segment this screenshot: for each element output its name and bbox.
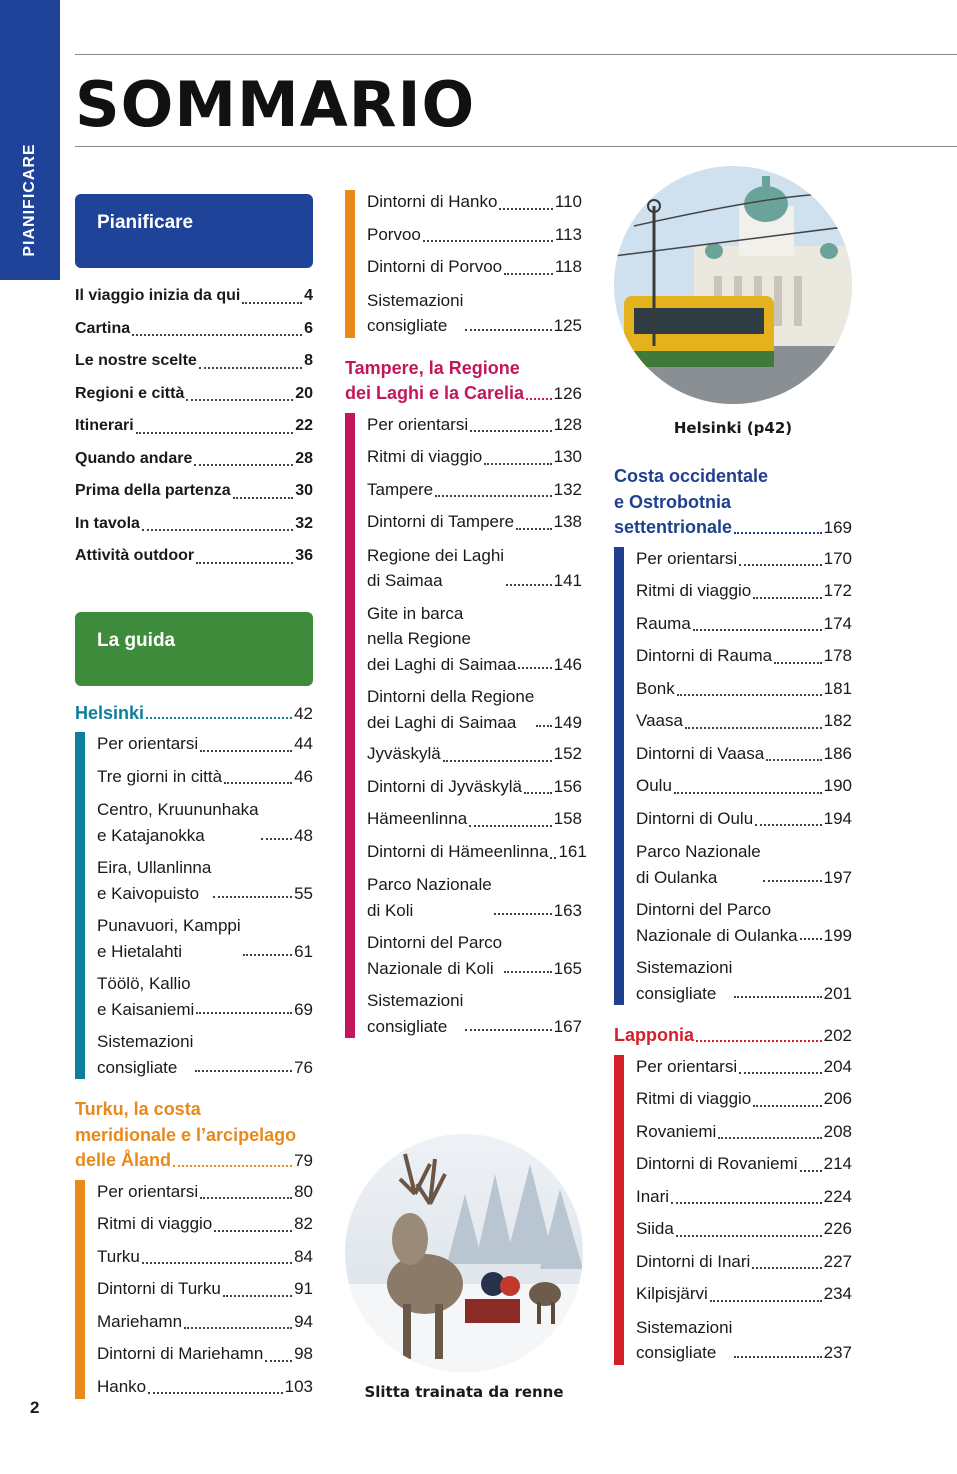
toc-entry[interactable]: Tre giorni in città 46: [97, 766, 313, 786]
toc-entry[interactable]: Jyväskylä 152: [367, 744, 582, 763]
lapponia-group: [614, 1051, 852, 1369]
toc-entry[interactable]: Dintorni di Rauma 178: [636, 646, 852, 665]
toc-entry[interactable]: Ritmi di viaggio 130: [367, 447, 582, 466]
toc-entry[interactable]: Sistemazioni consigliate 201: [636, 958, 852, 1003]
side-tab-label: PIANIFICARE: [21, 143, 38, 257]
toc-entry[interactable]: Inari 224: [636, 1186, 852, 1206]
column-1: [75, 194, 313, 1403]
page-title: SOMMARIO: [75, 68, 476, 141]
toc-entry[interactable]: Dintorni di Tampere 138: [367, 512, 582, 531]
reindeer-photo-caption: Slitta trainata da renne: [364, 1383, 564, 1401]
toc-entry[interactable]: Bonk 181: [636, 678, 852, 698]
toc-entry[interactable]: Parco Nazionale di Oulanka 197: [636, 842, 852, 887]
toc-entry[interactable]: Kilpisjärvi 234: [636, 1284, 852, 1303]
toc-entry[interactable]: Dintorni del Parco Nazionale di Koli 165: [367, 933, 582, 978]
column-2: [345, 186, 587, 1042]
toc-entry[interactable]: Dintorni di Vaasa 186: [636, 743, 852, 763]
toc-entry[interactable]: Per orientarsi 170: [636, 548, 852, 568]
toc-entry[interactable]: Cartina 6: [75, 319, 313, 337]
toc-entry[interactable]: Itinerari 22: [75, 417, 313, 434]
toc-entry[interactable]: Rovaniemi 208: [636, 1121, 852, 1141]
toc-entry[interactable]: Regioni e città 20: [75, 384, 313, 402]
toc-entry[interactable]: Parco Nazionale di Koli 163: [367, 875, 582, 920]
toc-entry[interactable]: Vaasa 182: [636, 711, 852, 730]
toc-entry[interactable]: Töölö, Kallio e Kaisaniemi 69: [97, 974, 313, 1019]
toc-entry[interactable]: Hämeenlinna 158: [367, 809, 582, 828]
toc-entry[interactable]: Dintorni di Hanko 110: [367, 192, 582, 211]
section-costa[interactable]: Costa occidentale e Ostrobotnia settentrionale 169: [614, 466, 852, 537]
toc-entry[interactable]: Gite in barca nella Regione dei Laghi di Saimaa 146: [367, 603, 582, 674]
turku-continued-group: [345, 186, 582, 342]
toc-entry[interactable]: Ritmi di viaggio 82: [97, 1214, 313, 1233]
section-color-bar: [345, 413, 355, 1039]
toc-entry[interactable]: Dintorni di Mariehamn 98: [97, 1344, 313, 1363]
toc-entry[interactable]: Centro, Kruununhaka e Katajanokka 48: [97, 800, 313, 845]
toc-entry[interactable]: Sistemazioni consigliate 167: [367, 991, 582, 1036]
toc-entry[interactable]: Per orientarsi 128: [367, 414, 582, 434]
side-section-tab: [0, 0, 60, 280]
toc-entry[interactable]: Mariehamn 94: [97, 1311, 313, 1331]
toc-entry[interactable]: Dintorni di Rovaniemi 214: [636, 1154, 852, 1173]
tampere-group: [345, 409, 587, 1043]
toc-entry[interactable]: Dintorni di Inari 227: [636, 1251, 852, 1271]
section-helsinki[interactable]: Helsinki 42: [75, 702, 313, 723]
plan-box: Pianificare: [75, 194, 313, 268]
section-color-bar: [75, 732, 85, 1079]
costa-group: [614, 543, 852, 1010]
toc-entry[interactable]: Quando andare 28: [75, 449, 313, 467]
guide-box: La guida: [75, 612, 313, 686]
toc-entry[interactable]: Dintorni di Jyväskylä 156: [367, 776, 582, 796]
toc-entry[interactable]: Dintorni del Parco Nazionale di Oulanka 199: [636, 900, 852, 945]
helsinki-photo-caption: Helsinki (p42): [673, 419, 793, 437]
toc-entry[interactable]: Sistemazioni consigliate 125: [367, 290, 582, 335]
section-color-bar: [75, 1180, 85, 1400]
toc-entry[interactable]: Oulu 190: [636, 776, 852, 795]
toc-entry[interactable]: Porvoo 113: [367, 224, 582, 244]
toc-entry[interactable]: Dintorni della Regione dei Laghi di Saimaa 149: [367, 687, 582, 732]
turku-group: [75, 1176, 313, 1404]
toc-entry[interactable]: Punavuori, Kamppi e Hietalahti 61: [97, 916, 313, 961]
toc-entry[interactable]: Prima della partenza 30: [75, 482, 313, 499]
toc-entry[interactable]: Rauma 174: [636, 613, 852, 633]
title-rule: [75, 146, 957, 147]
toc-entry[interactable]: Ritmi di viaggio 172: [636, 581, 852, 600]
section-turku[interactable]: Turku, la costa meridionale e l’arcipelago delle Åland 79: [75, 1099, 313, 1170]
toc-entry[interactable]: Eira, Ullanlinna e Kaivopuisto 55: [97, 858, 313, 903]
toc-entry[interactable]: Ritmi di viaggio 206: [636, 1089, 852, 1108]
section-color-bar: [614, 1055, 624, 1365]
column-3: [614, 464, 852, 1369]
page-number: 2: [30, 1398, 40, 1417]
section-tampere[interactable]: Tampere, la Regione dei Laghi e la Carelia 126: [345, 357, 582, 403]
toc-entry[interactable]: Attività outdoor 36: [75, 547, 313, 564]
toc-entry[interactable]: Hanko 103: [97, 1376, 313, 1396]
toc-entry[interactable]: Per orientarsi 80: [97, 1181, 313, 1201]
toc-entry[interactable]: Per orientarsi 204: [636, 1056, 852, 1076]
toc-entry[interactable]: Il viaggio inizia da qui 4: [75, 287, 313, 304]
section-color-bar: [614, 547, 624, 1006]
reindeer-sleigh-photo: [345, 1134, 583, 1372]
toc-entry[interactable]: Dintorni di Porvoo 118: [367, 257, 582, 276]
top-rule: [75, 54, 957, 55]
toc-entry[interactable]: Le nostre scelte 8: [75, 352, 313, 369]
toc-entry[interactable]: Tampere 132: [367, 479, 582, 499]
helsinki-group: [75, 728, 313, 1083]
toc-entry[interactable]: Regione dei Laghi di Saimaa 141: [367, 545, 582, 590]
plan-list: [75, 280, 313, 573]
toc-entry[interactable]: In tavola 32: [75, 514, 313, 532]
toc-entry[interactable]: Siida 226: [636, 1219, 852, 1238]
toc-entry[interactable]: Sistemazioni consigliate 237: [636, 1317, 852, 1362]
toc-entry[interactable]: Per orientarsi 44: [97, 734, 313, 753]
toc-entry[interactable]: Dintorni di Hämeenlinna 161: [367, 841, 587, 861]
toc-entry[interactable]: Dintorni di Turku 91: [97, 1279, 313, 1298]
toc-entry[interactable]: Sistemazioni consigliate 76: [97, 1032, 313, 1077]
toc-entry[interactable]: Dintorni di Oulu 194: [636, 808, 852, 828]
section-color-bar: [345, 190, 355, 338]
helsinki-photo: [614, 166, 852, 404]
toc-entry[interactable]: Turku 84: [97, 1246, 313, 1266]
section-lapponia[interactable]: Lapponia 202: [614, 1025, 852, 1045]
